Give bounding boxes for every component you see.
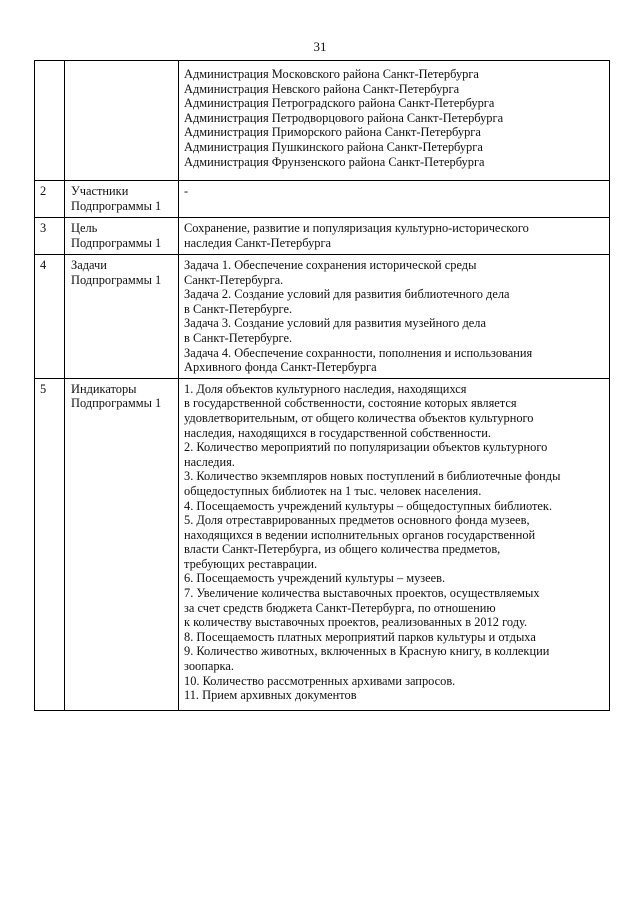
table-row: [35, 218, 610, 255]
content-line: 7. Увеличение количества выставочных проектов, осуществляемых: [184, 586, 540, 601]
label-line: Цель: [71, 221, 98, 235]
content-line: общедоступных библиотек на 1 тыс. человек населения.: [184, 483, 482, 498]
content-line: Архивного фонда Санкт-Петербурга: [184, 360, 377, 375]
content-line: 8. Посещаемость платных мероприятий парков культуры и отдыха: [184, 629, 536, 644]
content-line: Задача 4. Обеспечение сохранности, пополнения и использования: [184, 345, 533, 360]
row-number: 2: [35, 181, 65, 218]
content-line: Задача 2. Создание условий для развития библиотечного дела: [184, 287, 510, 302]
content-line: Администрация Приморского района Санкт-Петербурга: [184, 125, 481, 140]
content-line: зоопарка.: [184, 659, 234, 674]
content-line: власти Санкт-Петербурга, из общего количества предметов,: [184, 542, 501, 557]
row-content: [179, 181, 610, 218]
content-line: -: [184, 184, 189, 198]
label-line: Подпрограммы 1: [71, 272, 162, 287]
content-line: 5. Доля отреставрированных предметов основного фонда музеев,: [184, 513, 530, 528]
row-number: 3: [35, 218, 65, 255]
content-line: Администрация Петродворцового района Санкт-Петербурга: [184, 110, 504, 125]
row-label: [65, 255, 179, 379]
content-line: Сохранение, развитие и популяризация культурно-исторического: [184, 221, 529, 235]
content-line: Администрация Московского района Санкт-Петербурга: [184, 67, 479, 81]
content-line: Задача 3. Создание условий для развития музейного дела: [184, 316, 486, 331]
content-line: 9. Количество животных, включенных в Красную книгу, в коллекции: [184, 644, 550, 659]
row-number: [35, 61, 65, 181]
content-line: к количеству выставочных проектов, реализованных в 2012 году.: [184, 615, 528, 630]
content-line: 1. Доля объектов культурного наследия, находящихся: [184, 381, 467, 396]
content-line: 6. Посещаемость учреждений культуры – музеев.: [184, 571, 446, 586]
table-row: [35, 255, 610, 379]
page-number: 31: [313, 39, 327, 54]
row-content: [179, 61, 610, 181]
row-content: [179, 378, 610, 710]
row-number: 5: [35, 378, 65, 710]
row-label: [65, 181, 179, 218]
table-row: [35, 61, 610, 181]
label-line: Подпрограммы 1: [71, 198, 162, 213]
content-line: в Санкт-Петербурге.: [184, 301, 293, 316]
content-line: Санкт-Петербурга.: [184, 272, 284, 287]
table-row: [35, 378, 610, 710]
content-line: наследия.: [184, 454, 235, 469]
label-line: Подпрограммы 1: [71, 396, 162, 411]
label-line: Задачи: [71, 258, 107, 272]
content-line: требующих реставрации.: [184, 556, 318, 571]
content-line: 3. Количество экземпляров новых поступлений в библиотечные фонды: [184, 469, 561, 484]
content-line: за счет средств бюджета Санкт-Петербурга, по отношению: [184, 600, 496, 615]
subprogram-passport-table: [34, 60, 610, 711]
content-line: удовлетворительным, от общего количества объектов культурного: [184, 410, 534, 425]
content-line: наследия Санкт-Петербурга: [184, 235, 332, 250]
content-line: Администрация Пушкинского района Санкт-Петербурга: [184, 139, 483, 154]
row-label: [65, 61, 179, 181]
content-line: 11. Прием архивных документов: [184, 688, 357, 703]
row-content: [179, 218, 610, 255]
content-line: 2. Количество мероприятий по популяризации объектов культурного: [184, 440, 548, 455]
table-row: [35, 181, 610, 218]
content-line: находящихся в ведении исполнительных органов государственной: [184, 527, 536, 542]
content-line: наследия, находящихся в государственной собственности.: [184, 425, 491, 440]
row-label: [65, 218, 179, 255]
label-line: Подпрограммы 1: [71, 235, 162, 250]
label-line: Участники: [71, 184, 129, 198]
content-line: 10. Количество рассмотренных архивами запросов.: [184, 673, 456, 688]
content-line: Администрация Петроградского района Санкт-Петербурга: [184, 96, 495, 111]
content-line: в Санкт-Петербурге.: [184, 330, 293, 345]
content-line: Администрация Невского района Санкт-Петербурга: [184, 81, 460, 96]
row-label: [65, 378, 179, 710]
row-content: [179, 255, 610, 379]
content-line: в государственной собственности, состояние которых является: [184, 396, 517, 411]
row-number: 4: [35, 255, 65, 379]
label-line: Индикаторы: [71, 381, 137, 396]
content-line: Задача 1. Обеспечение сохранения исторической среды: [184, 258, 477, 272]
content-line: 4. Посещаемость учреждений культуры – общедоступных библиотек.: [184, 498, 553, 513]
content-line: Администрация Фрунзенского района Санкт-Петербурга: [184, 154, 485, 169]
